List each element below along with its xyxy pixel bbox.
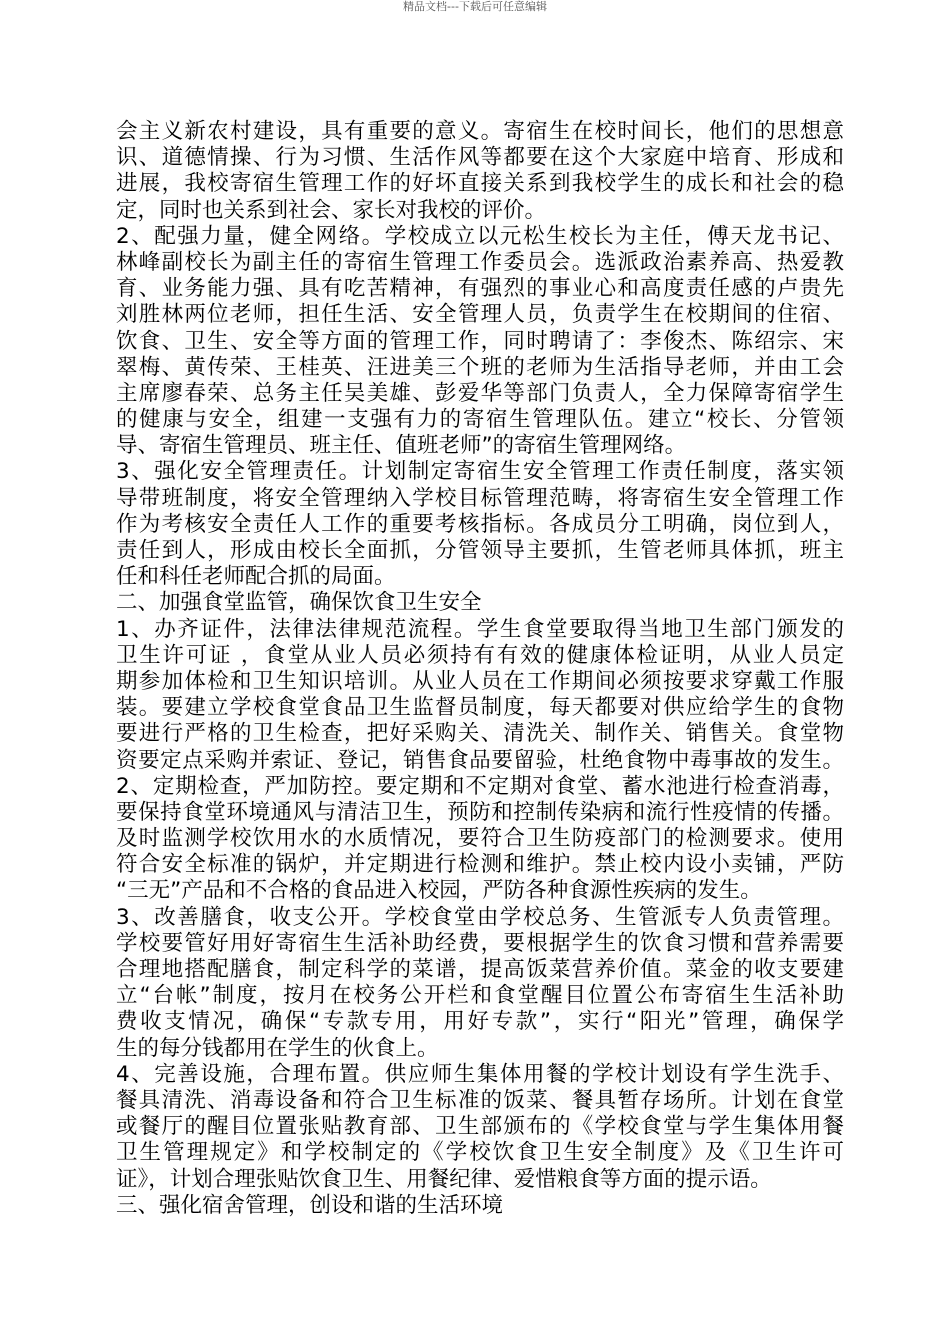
text-line: 主席廖春荣、总务主任吴美雄、彭爱华等部门负责人，全力保障寄宿学生 [116,380,844,406]
text-line: 育、业务能力强、具有吃苦精神，有强烈的事业心和高度责任感的卢贵先 [116,276,844,302]
text-line: 作为考核安全责任人工作的重要考核指标。各成员分工明确，岗位到人， [116,511,844,537]
text-line: “三无”产品和不合格的食品进入校园，严防各种食源性疾病的发生。 [116,878,762,904]
text-line: 林峰副校长为副主任的寄宿生管理工作委员会。选派政治素养高、热爱教 [116,249,844,275]
text-line: 或餐厅的醒目位置张贴教育部、卫生部颁布的《学校食堂与学生集体用餐 [116,1114,844,1140]
text-line: 及时监测学校饮用水的水质情况，要符合卫生防疫部门的检测要求。使用 [116,826,844,852]
text-line: 证》，计划合理张贴饮食卫生、用餐纪律、爱惜粮食等方面的提示语。 [116,1166,772,1192]
text-line: 资要定点采购并索证、登记，销售食品要留验，杜绝食物中毒事故的发生。 [116,747,844,773]
text-line: 要保持食堂环境通风与清洁卫生，预防和控制传染病和流行性疫情的传播。 [116,799,844,825]
text-line: 符合安全标准的锅炉，并定期进行检测和维护。禁止校内设小卖铺，严防 [116,852,844,878]
text-line: 定，同时也关系到社会、家长对我校的评价。 [116,197,547,223]
text-line: 4、完善设施，合理布置。供应师生集体用餐的学校计划设有学生洗手、 [116,1061,844,1087]
text-line: 卫生管理规定》和学校制定的《学校饮食卫生安全制度》及《卫生许可 [116,1140,844,1166]
text-line: 3、强化安全管理责任。计划制定寄宿生安全管理工作责任制度，落实领 [116,459,844,485]
text-line: 刘胜林两位老师，担任生活、安全管理人员，负责学生在校期间的住宿、 [116,302,844,328]
page-header: 精品文档---下载后可任意编辑 [403,0,547,13]
text-line: 责任到人，形成由校长全面抓，分管领导主要抓，生管老师具体抓，班主 [116,538,844,563]
text-line: 翠梅、黄传荣、王桂英、汪进美三个班的老师为生活指导老师，并由工会 [116,354,844,380]
text-line: 卫生许可证 ，食堂从业人员必须持有有效的健康体检证明，从业人员定 [116,642,844,668]
text-line: 学校要管好用好寄宿生生活补助经费，要根据学生的饮食习惯和营养需要 [116,930,844,956]
text-line: 3、改善膳食，收支公开。学校食堂由学校总务、生管派专人负责管理。 [116,904,844,930]
text-line: 生的每分钱都用在学生的伙食上。 [116,1035,439,1061]
text-line: 的健康与安全，组建一支强有力的寄宿生管理队伍。建立“校长、分管领 [116,407,844,433]
text-line: 导、寄宿生管理员、班主任、值班老师”的寄宿生管理网络。 [116,433,687,459]
text-line: 识、道德情操、行为习惯、生活作风等都要在这个大家庭中培育、形成和 [116,145,844,171]
text-line: 2、配强力量，健全网络。学校成立以元松生校长为主任，傅天龙书记、 [116,223,844,249]
text-line: 费收支情况，确保“专款专用，用好专款”，实行“阳光”管理，确保学 [116,1009,844,1035]
text-line: 装。要建立学校食堂食品卫生监督员制度，每天都要对供应给学生的食物 [116,695,844,721]
text-line: 要进行严格的卫生检查，把好采购关、清洗关、制作关、销售关。食堂物 [116,721,844,747]
text-line: 三、强化宿舍管理，创设和谐的生活环境 [116,1192,504,1218]
text-line: 立“台帐”制度，按月在校务公开栏和食堂醒目位置公布寄宿生生活补助 [116,983,844,1009]
document-body [116,119,844,1219]
text-line: 会主义新农村建设，具有重要的意义。寄宿生在校时间长，他们的思想意 [116,119,844,144]
text-line: 餐具清洗、消毒设备和符合卫生标准的饭菜、餐具暂存场所。计划在食堂 [116,1087,844,1113]
text-line: 二、加强食堂监管，确保饮食卫生安全 [116,590,482,616]
text-line: 1、办齐证件，法律法律规范流程。学生食堂要取得当地卫生部门颁发的 [116,616,844,642]
text-line: 合理地搭配膳食，制定科学的菜谱，提高饭菜营养价值。菜金的收支要建 [116,957,844,982]
text-line: 2、定期检查，严加防控。要定期和不定期对食堂、蓄水池进行检查消毒， [116,773,844,799]
text-line: 饮食、卫生、安全等方面的管理工作，同时聘请了：李俊杰、陈绍宗、宋 [116,328,844,354]
text-line: 任和科任老师配合抓的局面。 [116,564,396,590]
text-line: 进展，我校寄宿生管理工作的好坏直接关系到我校学生的成长和社会的稳 [116,171,844,197]
text-line: 导带班制度，将安全管理纳入学校目标管理范畴，将寄宿生安全管理工作 [116,485,844,511]
text-line: 期参加体检和卫生知识培训。从业人员在工作期间必须按要求穿戴工作服 [116,668,844,694]
